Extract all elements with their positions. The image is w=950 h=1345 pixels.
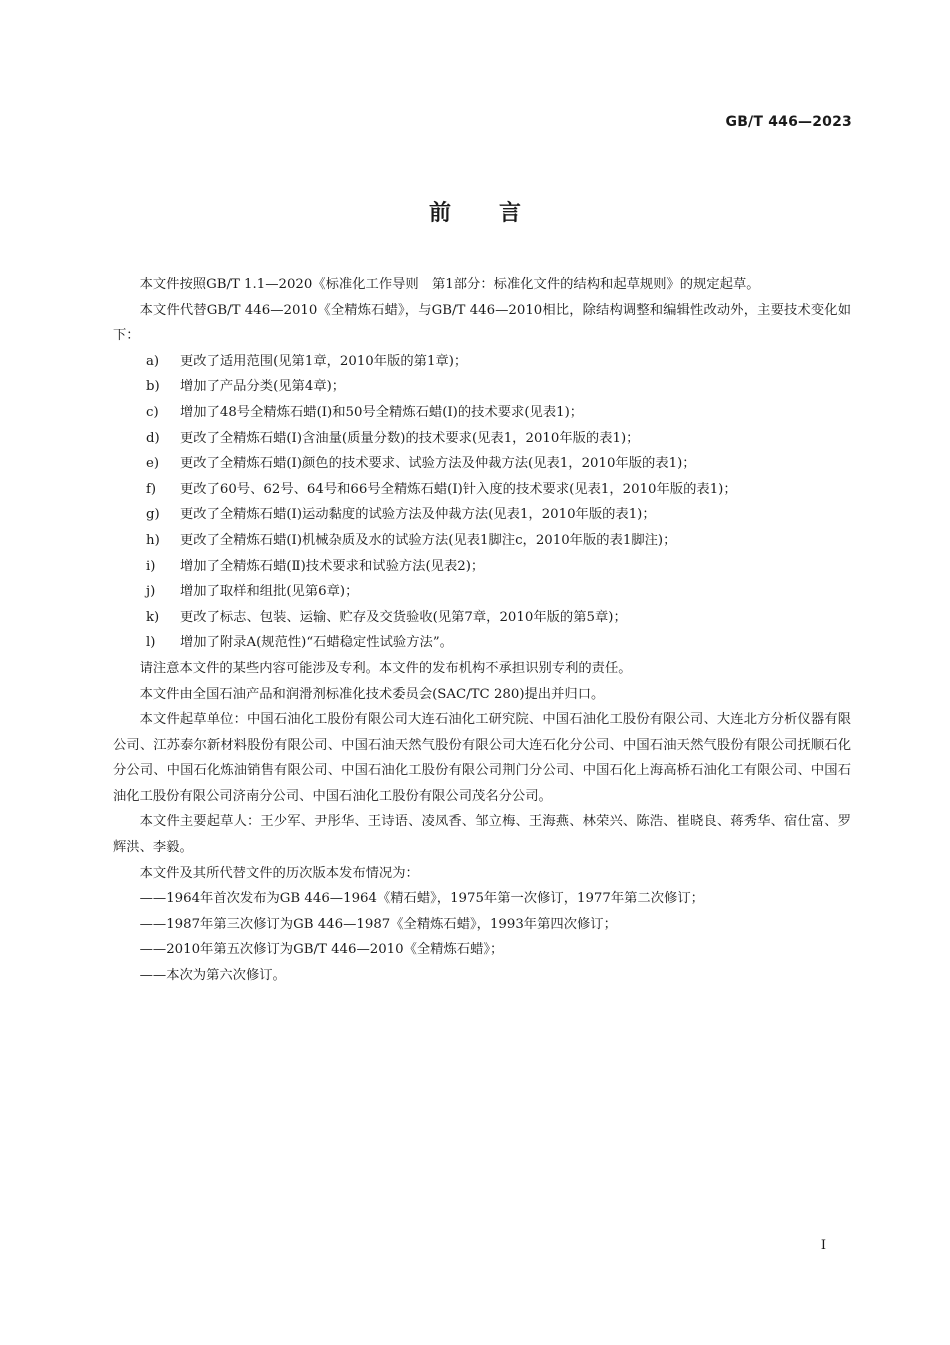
list-item-text: 增加了产品分类(见第4章)； [180, 379, 346, 395]
paragraph-proposed-by: 本文件由全国石油产品和润滑剂标准化技术委员会(SAC/TC 280)提出并归口。 [139, 686, 605, 702]
paragraph-drafting-units: 本文件起草单位：中国石油化工股份有限公司大连石油化工研究院、中国石油化工股份有限公司、大连北方分析仪器有限公司、江苏泰尔新材料股份有限公司、中国石油天然气股份有限公司大连石化分公司、中国石油天然气股份有限公司抚顺石化分公司、中国石化炼油销售有限公司、中国石油化工股份有限公司荆门分公司、中国石化上海高桥石油化工有限公司、中国石油化工股份有限公司济南分公司、中国石油化工股份有限公司茂名分公司。 [113, 712, 851, 804]
list-item-text: 更改了全精炼石蜡(Ⅰ)运动黏度的试验方法及仲裁方法(见表1，2010年版的表1)； [180, 507, 656, 523]
list-item [113, 502, 851, 528]
list-item-label: f) [146, 481, 157, 497]
changes-list [113, 349, 851, 656]
list-item-label: d) [146, 430, 160, 446]
list-item [113, 554, 851, 580]
list-item-label: b) [146, 379, 160, 395]
list-item [113, 426, 851, 452]
list-item [113, 630, 851, 656]
list-item [113, 477, 851, 503]
list-item [113, 451, 851, 477]
list-item [113, 605, 851, 631]
list-item-text: 增加了48号全精炼石蜡(Ⅰ)和50号全精炼石蜡(Ⅰ)的技术要求(见表1)； [180, 404, 584, 420]
paragraph-history-intro: 本文件及其所代替文件的历次版本发布情况为： [139, 865, 419, 881]
list-item-label: k) [146, 609, 160, 625]
list-item-label: c) [146, 404, 159, 420]
list-item [113, 374, 851, 400]
list-item-text: 更改了全精炼石蜡(Ⅰ)颜色的技术要求、试验方法及仲裁方法(见表1，2010年版的表1)； [180, 456, 696, 472]
list-item-text: 更改了全精炼石蜡(Ⅰ)机械杂质及水的试验方法(见表1脚注c，2010年版的表1脚注)； [180, 532, 677, 548]
history-item: ——1964年首次发布为GB 446—1964《精石蜡》，1975年第一次修订，1977年第二次修订； [139, 891, 704, 907]
page-title: 前言 [428, 201, 569, 226]
history-item: ——1987年第三次修订为GB 446—1987《全精炼石蜡》，1993年第四次修订； [139, 916, 617, 932]
paragraph-replaces: 本文件代替GB/T 446—2010《全精炼石蜡》，与GB/T 446—2010相比，除结构调整和编辑性改动外，主要技术变化如下： [113, 302, 851, 344]
list-item-label: a) [146, 353, 160, 369]
list-item [113, 528, 851, 554]
list-item-text: 更改了适用范围(见第1章，2010年版的第1章)； [180, 353, 468, 369]
list-item-label: l) [146, 635, 156, 651]
list-item-text: 增加了全精炼石蜡(Ⅱ)技术要求和试验方法(见表2)； [180, 558, 485, 574]
paragraph-drafters: 本文件主要起草人：王少军、尹彤华、王诗语、凌凤香、邹立梅、王海燕、林荣兴、陈浩、崔晓良、蒋秀华、宿仕富、罗辉洪、李毅。 [113, 814, 851, 856]
list-item [113, 400, 851, 426]
list-item-label: i) [146, 558, 156, 574]
list-item-text: 更改了60号、62号、64号和66号全精炼石蜡(Ⅰ)针入度的技术要求(见表1，2010年版的表1)； [180, 481, 737, 497]
list-item-label: e) [146, 456, 160, 472]
list-item-label: g) [146, 507, 160, 523]
page-number: Ⅰ [820, 1238, 826, 1253]
history-item: ——本次为第六次修订。 [139, 968, 286, 984]
document-code: GB/T 446—2023 [725, 114, 852, 130]
list-item-text: 增加了附录A(规范性)“石蜡稳定性试验方法”。 [180, 635, 453, 651]
list-item [113, 579, 851, 605]
paragraph-patent-notice: 请注意本文件的某些内容可能涉及专利。本文件的发布机构不承担识别专利的责任。 [139, 660, 632, 676]
list-item-text: 增加了取样和组批(见第6章)； [180, 584, 359, 600]
list-item-label: h) [146, 532, 160, 548]
paragraph-drafting-rules: 本文件按照GB/T 1.1—2020《标准化工作导则 第1部分：标准化文件的结构和起草规则》的规定起草。 [139, 277, 760, 292]
history-item: ——2010年第五次修订为GB/T 446—2010《全精炼石蜡》； [139, 942, 504, 958]
list-item-text: 更改了标志、包装、运输、贮存及交货验收(见第7章，2010年版的第5章)； [180, 609, 627, 625]
list-item-text: 更改了全精炼石蜡(Ⅰ)含油量(质量分数)的技术要求(见表1，2010年版的表1)； [180, 430, 640, 446]
list-item-label: j) [146, 584, 156, 600]
foreword-body [113, 272, 851, 989]
list-item [113, 349, 851, 375]
history-list [113, 886, 851, 988]
